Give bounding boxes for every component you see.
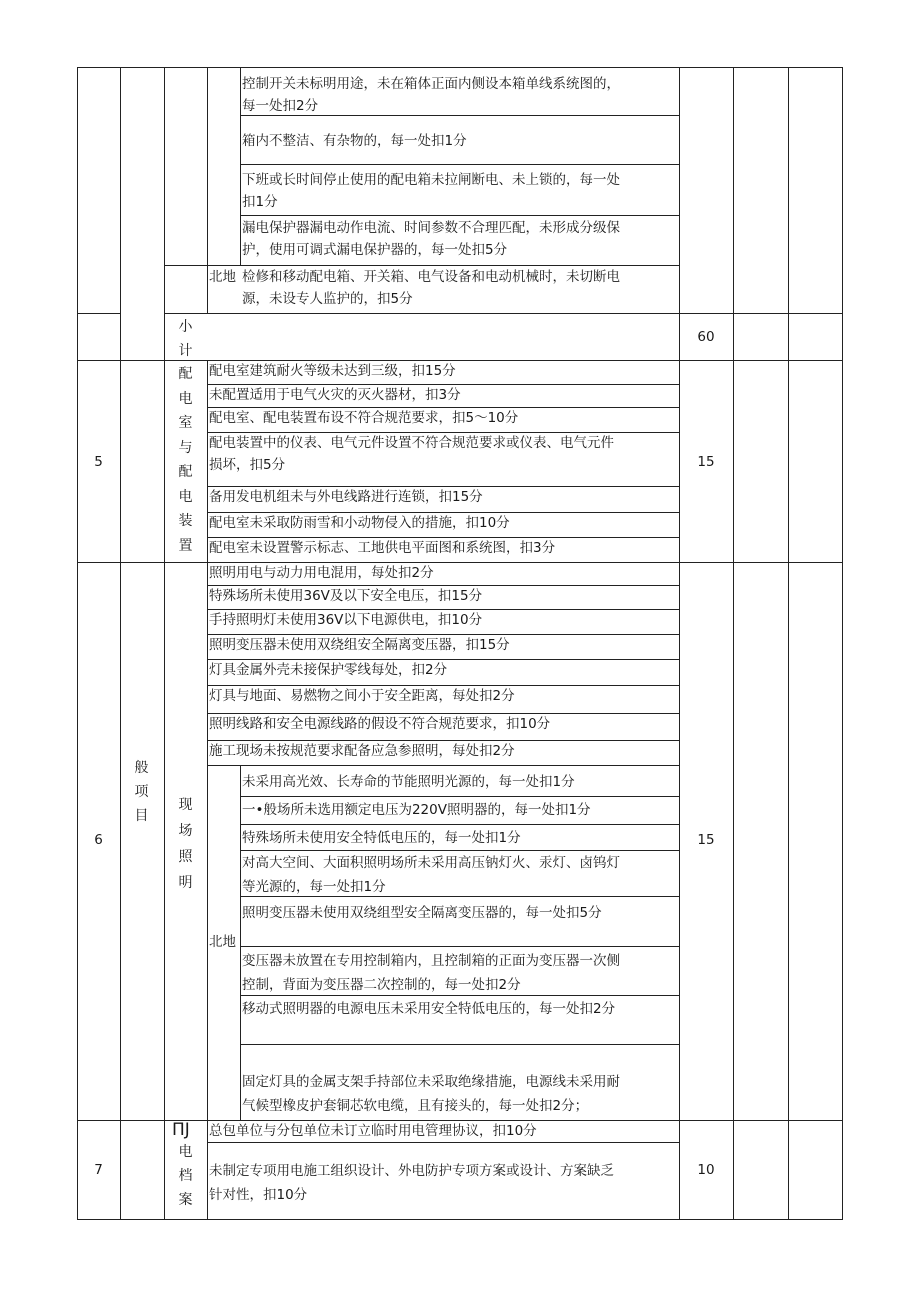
deduction-sub-item: 等光源的，每一处扣1分 [242,879,386,895]
column-rule [240,67,241,266]
deduction-item: 灯具金属外壳未接保护零线每处，扣2分 [209,662,448,678]
deduction-item: 源，未设专人监护的，扣5分 [242,291,413,307]
deduction-item: 损坏，扣5分 [209,457,286,473]
row-rule [164,265,680,266]
item-name: 配 电 室 与 配 电 装 置 [178,366,193,554]
row-rule [240,824,680,825]
deduction-item: 备用发电机组未与外电线路进行连锁，扣15分 [209,489,483,505]
item-number: 5 [94,454,103,470]
deduction-item: 控制开关未标明用途，未在箱体正面内侧设本箱单线系统图的， [242,76,620,92]
deduction-item: 照明线路和安全电源线路的假设不符合规范要求，扣10分 [209,716,551,732]
item-score: 10 [697,1162,715,1178]
deduction-item: 手持照明灯未使用36V以下电源供电，扣10分 [209,612,483,628]
deduction-item: 配电室建筑耐火等级未达到三级，扣15分 [209,363,456,379]
deduction-item: 检修和移动配电箱、开关箱、电气设备和电动机械时，未切断电 [242,269,620,285]
column-rule [788,67,789,1220]
deduction-sub-item: 特殊场所未使用安全特低电压的，每一处扣1分 [242,830,521,846]
deduction-item: 箱内不整洁、有杂物的，每一处扣1分 [242,133,467,149]
table-bottom-border [77,1219,843,1220]
table-top-border [77,67,843,68]
item-name: 电 档 案 [178,1144,193,1208]
item-number: 7 [94,1162,103,1178]
deduction-item: 配电室、配电装置布设不符合规范要求，扣5～10分 [209,410,519,426]
item-mark: ΠJ [172,1120,190,1140]
column-rule [842,67,843,1220]
deduction-sub-item: 一•般场所未选用额定电压为220V照明器的，每一处扣1分 [242,802,591,818]
sub-label: 北地 [209,269,236,285]
column-rule [240,765,241,1121]
column-rule [679,67,680,1220]
subtotal-label: 小 计 [178,319,193,359]
deduction-sub-item: 移动式照明器的电源电压未采用安全特低电压的，每一处扣2分 [242,1001,616,1017]
item-name: 现 场 照 明 [178,797,193,891]
deduction-sub-item: 对高大空间、大面积照明场所未采用高压钠灯火、汞灯、卤钨灯 [242,855,620,871]
column-rule [120,67,121,1220]
row-rule [77,562,843,563]
row-rule [240,796,680,797]
column-rule [77,67,78,1220]
deduction-item: 配电装置中的仪表、电气元件设置不符合规范要求或仪表、电气元件 [209,435,614,451]
deduction-sub-item: 固定灯具的金属支架手持部位未采取绝缘措施，电源线未采用耐 [242,1074,620,1090]
deduction-item: 灯具与地面、易燃物之间小于安全距离，每处扣2分 [209,688,515,704]
deduction-sub-item: 控制，背面为变压器二次控制的，每一处扣2分 [242,977,521,993]
row-rule [207,1142,680,1143]
row-rule [240,850,680,851]
deduction-sub-item: 气候型橡皮护套铜芯软电缆，且有接头的，每一处扣2分； [242,1098,589,1114]
deduction-sub-item: 照明变压器未使用双绕组型安全隔离变压器的，每一处扣5分 [242,905,602,921]
column-rule [207,360,208,1220]
sub-label: 北地 [209,934,236,950]
column-rule [733,67,734,1220]
deduction-item: 每一处扣2分 [242,98,319,114]
deduction-item: 未制定专项用电施工组织设计、外电防护专项方案或设计、方案缺乏 [209,1163,614,1179]
row-rule [164,313,843,314]
row-rule [240,995,680,996]
row-rule [207,765,680,766]
deduction-item: 下班或长时间停止使用的配电箱未拉闸断电、未上锁的，每一处 [242,172,620,188]
deduction-item: 护，使用可调式漏电保护器的，每一处扣5分 [242,242,508,258]
deduction-item: 特殊场所未使用36V及以下安全电压，扣15分 [209,588,483,604]
deduction-item: 照明用电与动力用电混用，每处扣2分 [209,565,434,581]
deduction-item: 照明变压器未使用双绕组安全隔离变压器，扣15分 [209,637,510,653]
item-score: 15 [697,832,715,848]
deduction-item: 配电室未设置警示标志、工地供电平面图和系统图，扣3分 [209,540,556,556]
deduction-item: 针对性，扣10分 [209,1187,308,1203]
row-rule [77,313,121,314]
deduction-item: 漏电保护器漏电动作电流、时间参数不合理匹配，未形成分级保 [242,220,620,236]
deduction-item: 施工现场未按规范要求配备应急参照明，每处扣2分 [209,743,515,759]
deduction-item: 扣1分 [242,194,278,210]
deduction-sub-item: 未采用高光效、长寿命的节能照明光源的，每一处扣1分 [242,774,575,790]
deduction-item: 配电室未采取防雨雪和小动物侵入的措施，扣10分 [209,515,510,531]
row-rule [240,946,680,947]
category-label: 般 项 目 [134,760,149,824]
row-rule [240,215,680,216]
deduction-item: 总包单位与分包单位未订立临时用电管理协议，扣10分 [209,1123,537,1139]
deduction-item: 未配置适用于电气火灾的灭火器材，扣3分 [209,387,461,403]
deduction-sub-item: 变压器未放置在专用控制箱内，且控制箱的正面为变压器一次侧 [242,953,620,969]
row-rule [240,1044,680,1045]
row-rule [240,164,680,165]
column-rule [164,67,165,1220]
item-number: 6 [94,832,103,848]
column-rule [207,67,208,314]
subtotal-score: 60 [697,329,715,345]
item-score: 15 [697,454,715,470]
